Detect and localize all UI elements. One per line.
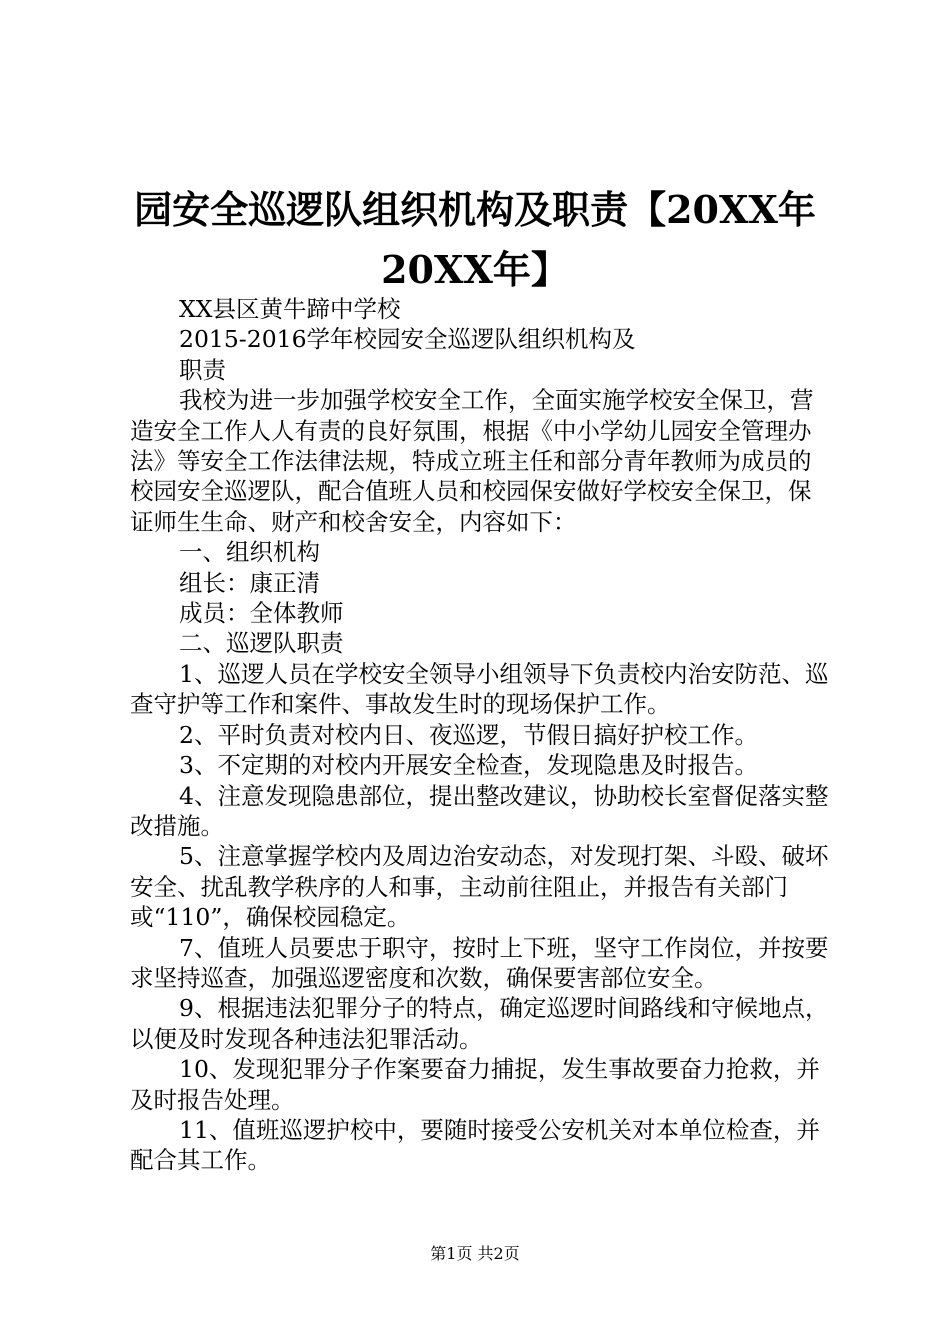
duty-item: 9、根据违法犯罪分子的特点，确定巡逻时间路线和守候地点，以便及时发现各种违法犯罪活动。 [130, 994, 829, 1053]
duty-item: 7、值班人员要忠于职守，按时上下班，坚守工作岗位，并按要求坚持巡查，加强巡逻密度和次数，确保要害部位安全。 [130, 933, 829, 992]
page-number-footer: 第1页 共2页 [430, 1244, 520, 1263]
document-body [130, 294, 830, 1176]
section-heading-organization: 一、组织机构 [179, 538, 320, 567]
team-members: 成员：全体教师 [179, 599, 344, 628]
duty-item: 2、平时负责对校内日、夜巡逻，节假日搞好护校工作。 [179, 720, 758, 749]
intro-paragraph: 我校为进一步加强学校安全工作，全面实施学校安全保卫，营造安全工作人人有责的良好氛围，根据《中小学幼儿园安全管理办法》等安全工作法律法规，特成立班主任和部分青年教师为成员的校园安全巡逻队，配合值班人员和校园保安做好学校安全保卫，保证师生生命、财产和校舍安全，内容如下： [130, 386, 814, 536]
duty-item: 1、巡逻人员在学校安全领导小组领导下负责校内治安防范、巡查守护等工作和案件、事故发生时的现场保护工作。 [130, 659, 829, 719]
duty-item: 10、发现犯罪分子作案要奋力捕捉，发生事故要奋力抢救，并及时报告处理。 [130, 1055, 820, 1114]
duty-item: 11、值班巡逻护校中，要随时接受公安机关对本单位检查，并配合其工作。 [130, 1115, 820, 1175]
team-leader: 组长：康正清 [179, 568, 320, 597]
duty-item: 3、不定期的对校内开展安全检查，发现隐患及时报告。 [179, 751, 758, 780]
subtitle-line-2: 职责 [179, 355, 226, 384]
subtitle-line-1: 2015-2016学年校园安全巡逻队组织机构及 [179, 325, 636, 354]
duty-item: 5、注意掌握学校内及周边治安动态，对发现打架、斗殴、破坏安全、扰乱教学秩序的人和事，主动前往阻止，并报告有关部门或“110”，确保校园稳定。 [130, 842, 829, 932]
section-heading-duties: 二、巡逻队职责 [179, 629, 344, 658]
document-title: 园安全巡逻队组织机构及职责【20XX年20XX年】 [134, 187, 816, 292]
duty-item: 4、注意发现隐患部位，提出整改建议，协助校长室督促落实整改措施。 [130, 781, 829, 840]
school-name: XX县区黄牛蹄中学校 [179, 295, 401, 323]
